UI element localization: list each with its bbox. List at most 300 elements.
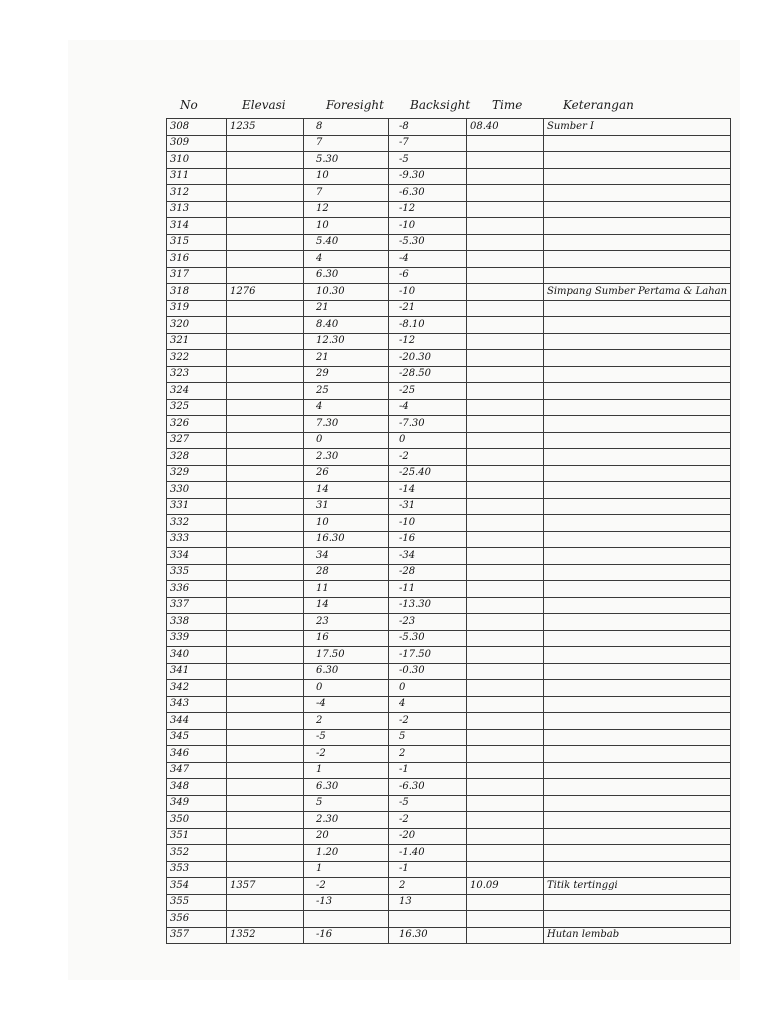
cell-elevasi <box>227 894 304 911</box>
cell-time <box>467 729 544 746</box>
cell-backsight: 2 <box>389 746 467 763</box>
cell-keterangan <box>544 746 731 763</box>
cell-backsight: -1.40 <box>389 845 467 862</box>
table-row <box>167 894 731 911</box>
table-row <box>167 531 731 548</box>
cell-keterangan <box>544 630 731 647</box>
cell-foresight: 11 <box>304 581 389 598</box>
cell-elevasi <box>227 234 304 251</box>
cell-no: 320 <box>167 317 227 334</box>
cell-elevasi <box>227 432 304 449</box>
cell-foresight: 31 <box>304 498 389 515</box>
cell-foresight: 1.20 <box>304 845 389 862</box>
cell-backsight: -1 <box>389 762 467 779</box>
cell-backsight <box>389 911 467 928</box>
cell-keterangan <box>544 729 731 746</box>
table-row <box>167 482 731 499</box>
cell-backsight: -0.30 <box>389 663 467 680</box>
table-row <box>167 911 731 928</box>
cell-keterangan <box>544 218 731 235</box>
table-row <box>167 663 731 680</box>
cell-foresight: 23 <box>304 614 389 631</box>
cell-foresight: 6.30 <box>304 267 389 284</box>
cell-backsight: -5 <box>389 795 467 812</box>
cell-backsight: -25 <box>389 383 467 400</box>
table-row <box>167 399 731 416</box>
cell-time <box>467 168 544 185</box>
cell-no: 310 <box>167 152 227 169</box>
cell-keterangan <box>544 317 731 334</box>
cell-keterangan <box>544 614 731 631</box>
cell-backsight: -17.50 <box>389 647 467 664</box>
cell-elevasi: 1276 <box>227 284 304 301</box>
cell-foresight: 0 <box>304 680 389 697</box>
cell-no: 352 <box>167 845 227 862</box>
cell-foresight: -4 <box>304 696 389 713</box>
cell-elevasi <box>227 366 304 383</box>
table-row <box>167 762 731 779</box>
cell-foresight: 2 <box>304 713 389 730</box>
table-row <box>167 383 731 400</box>
cell-backsight: -13.30 <box>389 597 467 614</box>
cell-time <box>467 713 544 730</box>
cell-no: 357 <box>167 927 227 944</box>
cell-time <box>467 135 544 152</box>
header-no: No <box>180 98 198 112</box>
cell-backsight: -5.30 <box>389 234 467 251</box>
cell-foresight: 7 <box>304 185 389 202</box>
cell-elevasi <box>227 548 304 565</box>
cell-no: 347 <box>167 762 227 779</box>
table-row <box>167 795 731 812</box>
cell-foresight: -16 <box>304 927 389 944</box>
cell-backsight: -7 <box>389 135 467 152</box>
cell-backsight: 0 <box>389 680 467 697</box>
survey-table-body <box>167 119 731 944</box>
cell-foresight: 16 <box>304 630 389 647</box>
cell-time <box>467 911 544 928</box>
cell-time <box>467 465 544 482</box>
table-row <box>167 350 731 367</box>
table-row <box>167 168 731 185</box>
cell-foresight: 34 <box>304 548 389 565</box>
cell-foresight: 10 <box>304 168 389 185</box>
cell-backsight: -6.30 <box>389 185 467 202</box>
cell-time <box>467 614 544 631</box>
cell-backsight: 5 <box>389 729 467 746</box>
cell-backsight: -20 <box>389 828 467 845</box>
cell-backsight: -6.30 <box>389 779 467 796</box>
cell-keterangan <box>544 812 731 829</box>
cell-keterangan <box>544 845 731 862</box>
cell-foresight: 7 <box>304 135 389 152</box>
cell-backsight: 16.30 <box>389 927 467 944</box>
table-row <box>167 581 731 598</box>
table-row <box>167 300 731 317</box>
header-time: Time <box>492 98 523 112</box>
cell-backsight: -25.40 <box>389 465 467 482</box>
cell-keterangan <box>544 597 731 614</box>
cell-elevasi <box>227 597 304 614</box>
cell-keterangan <box>544 185 731 202</box>
cell-backsight: -1 <box>389 861 467 878</box>
cell-no: 312 <box>167 185 227 202</box>
cell-elevasi <box>227 350 304 367</box>
cell-keterangan <box>544 548 731 565</box>
cell-elevasi <box>227 663 304 680</box>
cell-foresight: 14 <box>304 597 389 614</box>
cell-keterangan: Simpang Sumber Pertama & Lahan <box>544 284 731 301</box>
cell-foresight: 21 <box>304 300 389 317</box>
cell-keterangan <box>544 663 731 680</box>
cell-elevasi <box>227 828 304 845</box>
cell-elevasi <box>227 696 304 713</box>
cell-foresight: 8 <box>304 119 389 136</box>
header-backsight: Backsight <box>410 98 471 112</box>
cell-keterangan <box>544 416 731 433</box>
cell-elevasi <box>227 581 304 598</box>
cell-backsight: -12 <box>389 201 467 218</box>
cell-keterangan <box>544 515 731 532</box>
cell-time <box>467 284 544 301</box>
cell-backsight: -11 <box>389 581 467 598</box>
table-row <box>167 515 731 532</box>
cell-no: 336 <box>167 581 227 598</box>
cell-time <box>467 927 544 944</box>
cell-keterangan <box>544 713 731 730</box>
cell-elevasi <box>227 861 304 878</box>
cell-elevasi: 1352 <box>227 927 304 944</box>
table-row <box>167 878 731 895</box>
table-row <box>167 135 731 152</box>
cell-time <box>467 515 544 532</box>
table-row <box>167 614 731 631</box>
cell-elevasi <box>227 630 304 647</box>
table-row <box>167 333 731 350</box>
cell-backsight: -4 <box>389 399 467 416</box>
cell-time <box>467 333 544 350</box>
cell-backsight: 2 <box>389 878 467 895</box>
cell-elevasi <box>227 614 304 631</box>
cell-no: 317 <box>167 267 227 284</box>
cell-foresight: 5 <box>304 795 389 812</box>
cell-foresight: 17.50 <box>304 647 389 664</box>
cell-keterangan <box>544 465 731 482</box>
table-row <box>167 647 731 664</box>
cell-foresight: 12 <box>304 201 389 218</box>
table-row <box>167 713 731 730</box>
cell-elevasi <box>227 135 304 152</box>
cell-time: 08.40 <box>467 119 544 136</box>
table-row <box>167 696 731 713</box>
cell-no: 329 <box>167 465 227 482</box>
table-row <box>167 828 731 845</box>
table-row <box>167 597 731 614</box>
cell-foresight: 10 <box>304 515 389 532</box>
cell-elevasi <box>227 482 304 499</box>
cell-keterangan <box>544 152 731 169</box>
cell-elevasi <box>227 201 304 218</box>
table-row <box>167 861 731 878</box>
cell-no: 331 <box>167 498 227 515</box>
cell-no: 338 <box>167 614 227 631</box>
cell-no: 332 <box>167 515 227 532</box>
cell-backsight: -9.30 <box>389 168 467 185</box>
cell-elevasi <box>227 449 304 466</box>
cell-elevasi <box>227 300 304 317</box>
cell-time <box>467 696 544 713</box>
table-row <box>167 432 731 449</box>
cell-foresight: 12.30 <box>304 333 389 350</box>
cell-keterangan <box>544 267 731 284</box>
survey-table <box>166 118 731 944</box>
cell-elevasi <box>227 564 304 581</box>
cell-time <box>467 152 544 169</box>
cell-elevasi <box>227 713 304 730</box>
cell-time <box>467 564 544 581</box>
cell-foresight: 2.30 <box>304 449 389 466</box>
table-row <box>167 564 731 581</box>
table-row <box>167 548 731 565</box>
cell-foresight: 4 <box>304 399 389 416</box>
cell-no: 319 <box>167 300 227 317</box>
cell-foresight: 2.30 <box>304 812 389 829</box>
cell-keterangan: Titik tertinggi <box>544 878 731 895</box>
cell-no: 315 <box>167 234 227 251</box>
cell-backsight: 0 <box>389 432 467 449</box>
cell-time <box>467 779 544 796</box>
cell-time: 10.09 <box>467 878 544 895</box>
cell-keterangan <box>544 647 731 664</box>
cell-time <box>467 185 544 202</box>
cell-backsight: 13 <box>389 894 467 911</box>
cell-elevasi <box>227 498 304 515</box>
cell-elevasi <box>227 168 304 185</box>
cell-keterangan <box>544 449 731 466</box>
cell-foresight: 28 <box>304 564 389 581</box>
cell-foresight: 20 <box>304 828 389 845</box>
cell-time <box>467 630 544 647</box>
table-row <box>167 416 731 433</box>
cell-no: 325 <box>167 399 227 416</box>
cell-foresight: 1 <box>304 861 389 878</box>
cell-no: 327 <box>167 432 227 449</box>
cell-time <box>467 449 544 466</box>
table-row <box>167 630 731 647</box>
cell-time <box>467 432 544 449</box>
table-row <box>167 201 731 218</box>
table-row <box>167 152 731 169</box>
table-row <box>167 680 731 697</box>
cell-time <box>467 861 544 878</box>
cell-elevasi <box>227 729 304 746</box>
cell-elevasi <box>227 383 304 400</box>
cell-no: 342 <box>167 680 227 697</box>
cell-foresight: -2 <box>304 878 389 895</box>
cell-backsight: -10 <box>389 218 467 235</box>
cell-elevasi <box>227 680 304 697</box>
cell-no: 348 <box>167 779 227 796</box>
cell-elevasi <box>227 152 304 169</box>
cell-keterangan <box>544 696 731 713</box>
cell-time <box>467 234 544 251</box>
cell-elevasi <box>227 317 304 334</box>
cell-keterangan <box>544 498 731 515</box>
cell-time <box>467 663 544 680</box>
cell-time <box>467 548 544 565</box>
cell-backsight: -28 <box>389 564 467 581</box>
cell-foresight: 5.40 <box>304 234 389 251</box>
header-foresight: Foresight <box>326 98 384 112</box>
cell-time <box>467 399 544 416</box>
cell-foresight: 0 <box>304 432 389 449</box>
cell-no: 351 <box>167 828 227 845</box>
cell-elevasi <box>227 779 304 796</box>
cell-no: 341 <box>167 663 227 680</box>
cell-foresight: -5 <box>304 729 389 746</box>
cell-keterangan <box>544 383 731 400</box>
cell-foresight: 10.30 <box>304 284 389 301</box>
cell-foresight: -13 <box>304 894 389 911</box>
cell-no: 316 <box>167 251 227 268</box>
cell-elevasi <box>227 465 304 482</box>
cell-time <box>467 597 544 614</box>
cell-no: 323 <box>167 366 227 383</box>
cell-keterangan <box>544 911 731 928</box>
cell-elevasi <box>227 911 304 928</box>
cell-keterangan <box>544 168 731 185</box>
cell-keterangan <box>544 251 731 268</box>
cell-backsight: -16 <box>389 531 467 548</box>
table-row <box>167 267 731 284</box>
cell-time <box>467 350 544 367</box>
cell-elevasi <box>227 267 304 284</box>
table-row <box>167 845 731 862</box>
table-row <box>167 498 731 515</box>
cell-foresight: 4 <box>304 251 389 268</box>
cell-time <box>467 746 544 763</box>
cell-backsight: -6 <box>389 267 467 284</box>
cell-backsight: 4 <box>389 696 467 713</box>
cell-no: 318 <box>167 284 227 301</box>
cell-foresight: 1 <box>304 762 389 779</box>
cell-foresight: 29 <box>304 366 389 383</box>
cell-elevasi <box>227 416 304 433</box>
table-row <box>167 119 731 136</box>
table-row <box>167 234 731 251</box>
cell-time <box>467 267 544 284</box>
cell-no: 339 <box>167 630 227 647</box>
cell-no: 335 <box>167 564 227 581</box>
cell-backsight: -28.50 <box>389 366 467 383</box>
cell-no: 353 <box>167 861 227 878</box>
cell-foresight: 6.30 <box>304 663 389 680</box>
cell-time <box>467 383 544 400</box>
cell-time <box>467 828 544 845</box>
cell-time <box>467 201 544 218</box>
cell-no: 346 <box>167 746 227 763</box>
cell-elevasi <box>227 812 304 829</box>
table-row <box>167 746 731 763</box>
table-row <box>167 927 731 944</box>
cell-foresight: 10 <box>304 218 389 235</box>
cell-backsight: -2 <box>389 713 467 730</box>
cell-foresight: 7.30 <box>304 416 389 433</box>
cell-keterangan <box>544 894 731 911</box>
cell-elevasi <box>227 333 304 350</box>
cell-no: 314 <box>167 218 227 235</box>
cell-keterangan <box>544 564 731 581</box>
cell-no: 337 <box>167 597 227 614</box>
header-elevasi: Elevasi <box>242 98 286 112</box>
table-row <box>167 317 731 334</box>
cell-foresight: 5.30 <box>304 152 389 169</box>
cell-backsight: -2 <box>389 812 467 829</box>
cell-time <box>467 416 544 433</box>
cell-time <box>467 647 544 664</box>
cell-keterangan <box>544 350 731 367</box>
table-row <box>167 729 731 746</box>
cell-no: 340 <box>167 647 227 664</box>
cell-time <box>467 762 544 779</box>
cell-foresight: 6.30 <box>304 779 389 796</box>
cell-keterangan <box>544 762 731 779</box>
cell-keterangan: Sumber I <box>544 119 731 136</box>
cell-keterangan <box>544 531 731 548</box>
cell-no: 311 <box>167 168 227 185</box>
cell-no: 308 <box>167 119 227 136</box>
cell-no: 350 <box>167 812 227 829</box>
header-keterangan: Keterangan <box>563 98 634 112</box>
cell-no: 309 <box>167 135 227 152</box>
cell-no: 326 <box>167 416 227 433</box>
cell-elevasi <box>227 647 304 664</box>
cell-keterangan: Hutan lembab <box>544 927 731 944</box>
cell-time <box>467 300 544 317</box>
cell-elevasi <box>227 515 304 532</box>
cell-time <box>467 251 544 268</box>
cell-no: 333 <box>167 531 227 548</box>
cell-foresight: 14 <box>304 482 389 499</box>
cell-backsight: -21 <box>389 300 467 317</box>
cell-keterangan <box>544 680 731 697</box>
cell-time <box>467 795 544 812</box>
cell-keterangan <box>544 135 731 152</box>
cell-elevasi: 1235 <box>227 119 304 136</box>
cell-backsight: -23 <box>389 614 467 631</box>
cell-elevasi: 1357 <box>227 878 304 895</box>
cell-foresight: 16.30 <box>304 531 389 548</box>
cell-time <box>467 218 544 235</box>
cell-no: 354 <box>167 878 227 895</box>
cell-no: 356 <box>167 911 227 928</box>
table-row <box>167 779 731 796</box>
cell-time <box>467 845 544 862</box>
cell-backsight: -20.30 <box>389 350 467 367</box>
cell-no: 355 <box>167 894 227 911</box>
cell-keterangan <box>544 399 731 416</box>
table-row <box>167 366 731 383</box>
cell-foresight <box>304 911 389 928</box>
cell-time <box>467 894 544 911</box>
cell-no: 321 <box>167 333 227 350</box>
cell-backsight: -12 <box>389 333 467 350</box>
cell-elevasi <box>227 746 304 763</box>
cell-no: 313 <box>167 201 227 218</box>
cell-no: 330 <box>167 482 227 499</box>
cell-keterangan <box>544 432 731 449</box>
cell-keterangan <box>544 581 731 598</box>
